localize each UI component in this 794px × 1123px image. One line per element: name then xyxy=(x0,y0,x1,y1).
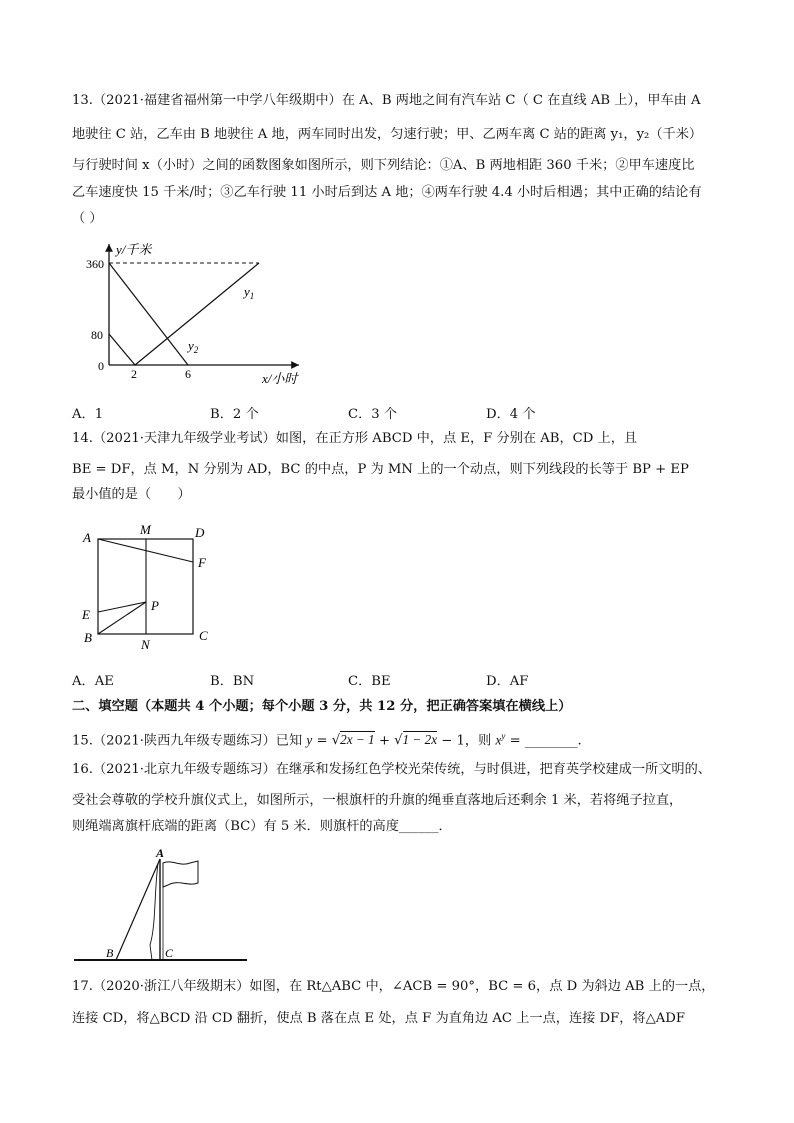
tick-360: 360 xyxy=(86,257,104,271)
label-a: A xyxy=(83,530,91,545)
q15-x: x xyxy=(495,732,502,748)
y-axis-label: y/千米 xyxy=(116,242,152,257)
y1-line xyxy=(109,263,259,365)
q14-option-a[interactable]: A．AE xyxy=(72,674,114,689)
q13-function-graph xyxy=(84,238,344,388)
q13-option-b[interactable]: B．2 个 xyxy=(210,407,259,422)
label-c: C xyxy=(199,628,208,643)
label-n: N xyxy=(141,637,150,652)
q15-sqrt-1: √2x − 1 xyxy=(331,732,375,749)
label-e: E xyxy=(82,607,90,622)
q16-line-1: 16.（2021·北京九年级专题练习）在继承和发扬红色学校光荣传统，与时俱进，把育英学校建成一所文明的、 xyxy=(72,762,711,777)
q15-minus: − 1，则 xyxy=(441,733,492,749)
section-2-heading: 二、填空题（本题共 4 个小题；每个小题 3 分，共 12 分，把正确答案填在横线上） xyxy=(72,699,572,714)
q13-line-4: 乙车速度快 15 千米/时；③乙车行驶 11 小时后到达 A 地；④两车行驶 4.4 小时后相遇；其中正确的结论有 xyxy=(72,185,702,200)
q14-line-3: 最小值的是（ ） xyxy=(72,487,191,502)
tick-6: 6 xyxy=(185,367,191,381)
rope-hanging xyxy=(150,863,158,960)
q15-plus: + xyxy=(378,733,390,749)
q15-blank[interactable]: = ________. xyxy=(509,733,582,749)
y2-line xyxy=(109,263,188,365)
label-b: B xyxy=(106,946,114,960)
label-m: M xyxy=(140,522,151,537)
q13-line-1: 13.（2021·福建省福州第一中学八年级期中）在 A、B 两地之间有汽车站 C（ C 在直线 AB 上），甲车由 A xyxy=(72,93,701,108)
q14-line-1: 14.（2021·天津九年级学业考试）如图，在正方形 ABCD 中，点 E，F 分别在 AB，CD 上，且 xyxy=(72,431,638,446)
q13-option-c[interactable]: C．3 个 xyxy=(348,407,398,422)
q15-sqrt-2: √1 − 2x xyxy=(394,732,438,749)
label-p: P xyxy=(151,598,159,613)
q16-line-3: 则绳端离旗杆底端的距离（BC）有 5 米．则旗杆的高度______． xyxy=(72,819,452,834)
q15-line xyxy=(72,727,582,750)
q13-line-2: 地驶往 C 站，乙车由 B 地驶往 A 地，两车同时出发，匀速行驶；甲、乙两车离 C 站的距离 y₁，y₂（千米） xyxy=(72,127,703,142)
rope-taut xyxy=(116,859,160,960)
q13-option-a[interactable]: A．1 xyxy=(72,407,104,422)
tick-0: 0 xyxy=(98,359,104,373)
flag-icon xyxy=(163,861,198,887)
q15-eq: = xyxy=(316,733,328,749)
q17-line-1: 17.（2020·浙江八年级期末）如图，在 Rt△ABC 中，∠ACB = 90°，BC = 6，点 D 为斜边 AB 上的一点， xyxy=(72,979,715,994)
label-a: A xyxy=(156,846,165,860)
y1-label: $y_1$ xyxy=(244,284,255,301)
q14-option-b[interactable]: B．BN xyxy=(210,674,255,689)
q14-line-2: BE = DF，点 M，N 分别为 AD，BC 的中点，P 为 MN 上的一个动点，则下列线段的长等于 BP + EP xyxy=(72,462,689,477)
q16-line-2: 受社会尊敬的学校升旗仪式上，如图所示，一根旗杆的升旗的绳垂直落地后还剩余 1 米，若将绳子拉直， xyxy=(72,793,683,808)
q14-option-c[interactable]: C．BE xyxy=(348,674,391,689)
q14-square-figure xyxy=(78,522,228,652)
y2-label: $y_2$ xyxy=(188,338,199,355)
q15-sup: y xyxy=(501,731,506,741)
label-b: B xyxy=(84,630,92,645)
tick-2: 2 xyxy=(131,367,137,381)
q17-line-2: 连接 CD，将△BCD 沿 CD 翻折，使点 B 落在点 E 处，点 F 为直角边 AC 上一点，连接 DF，将△ADF xyxy=(72,1011,686,1026)
q13-line-3: 与行驶时间 x（小时）之间的函数图象如图所示，则下列结论：①A、B 两地相距 360 千米；②甲车速度比 xyxy=(72,158,695,173)
x-axis-label: x/小时 xyxy=(262,371,298,386)
q13-option-d[interactable]: D．4 个 xyxy=(486,407,536,422)
q13-line-5: （ ） xyxy=(72,211,103,226)
q14-option-d[interactable]: D．AF xyxy=(486,674,529,689)
q15-prefix: 15.（2021·陕西九年级专题练习）已知 xyxy=(72,733,303,749)
q15-y: y xyxy=(306,732,313,748)
tick-80: 80 xyxy=(91,328,103,342)
label-d: D xyxy=(195,525,205,540)
label-f: F xyxy=(198,555,206,570)
label-c: C xyxy=(165,946,174,960)
q16-flagpole-figure xyxy=(72,845,252,965)
